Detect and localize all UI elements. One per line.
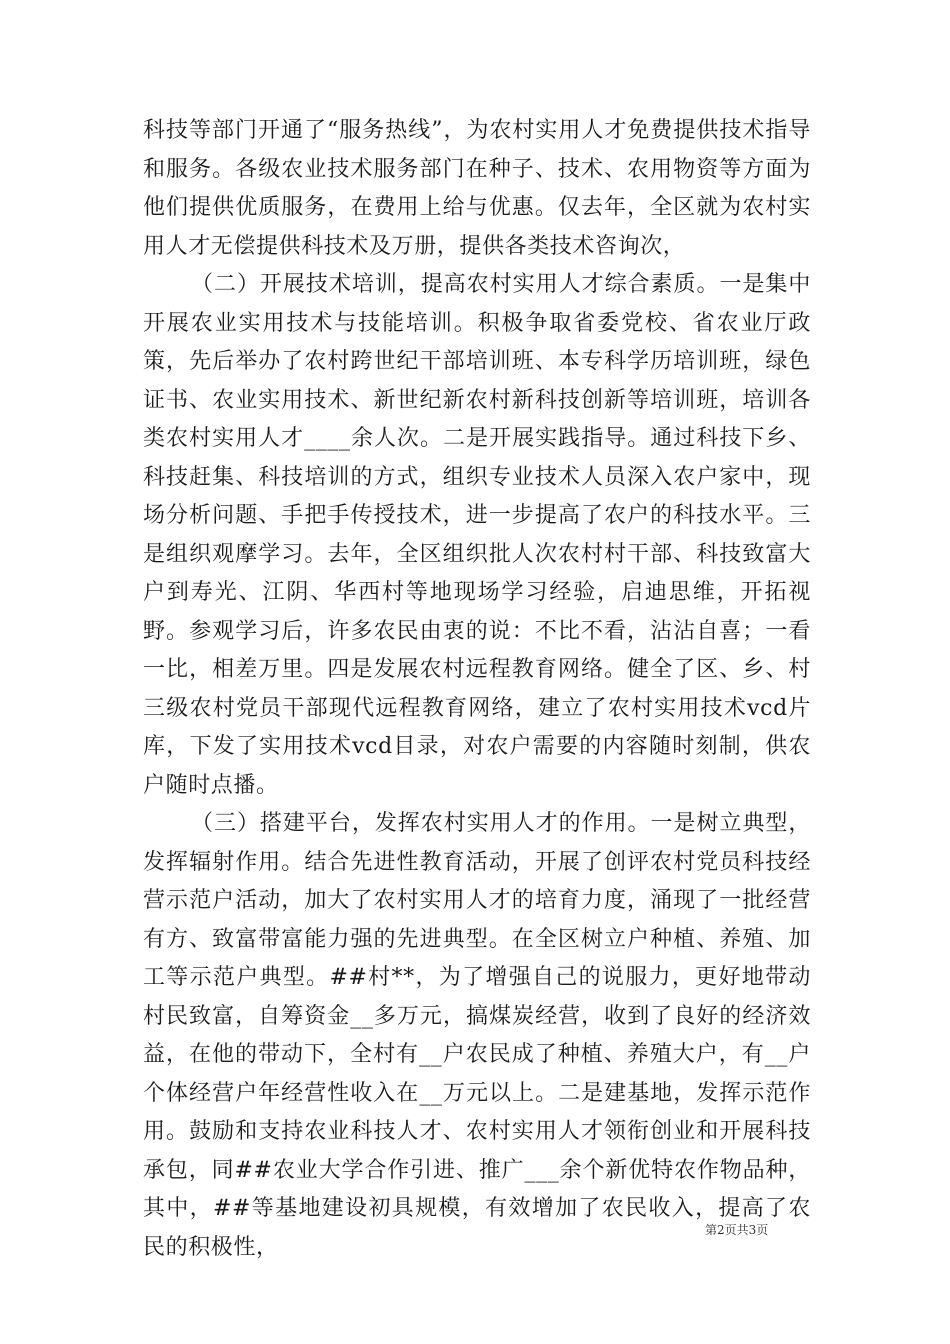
paragraph-section-2: （二）开展技术培训，提高农村实用人才综合素质。一是集中开展农业实用技术与技能培训。积极争取省委党校、省农业厅政策，先后举办了农村跨世纪干部培训班、本专科学历培训班，绿色证书、农业实用技术、新世纪新农村新科技创新等培训班，培训各类农村实用人才____余人次。二是开展实践指导。通过科技下乡、科技赶集、科技培训的方式，组织专业技术人员深入农户家中，现场分析问题、手把手传授技术，进一步提高了农户的科技水平。三是组织观摩学习。去年，全区组织批人次农村村干部、科技致富大户到寿光、江阴、华西村等地现场学习经验，启迪思维，开拓视野。参观学习后，许多农民由衷的说：不比不看，沾沾自喜；一看一比，相差万里。四是发展农村远程教育网络。健全了区、乡、村三级农村党员干部现代远程教育网络，建立了农村实用技术vcd片库，下发了实用技术vcd目录，对农户需要的内容随时刻制，供农户随时点播。	[143, 272, 811, 798]
body-text	[143, 112, 811, 1267]
paragraph-continued: 科技等部门开通了“服务热线”，为农村实用人才免费提供技术指导和服务。各级农业技术服务部门在种子、技术、农用物资等方面为他们提供优质服务，在费用上给与优惠。仅去年，全区就为农村实用人才无偿提供科技术及万册，提供各类技术咨询次，	[143, 118, 811, 259]
paragraph-section-3: （三）搭建平台，发挥农村实用人才的作用。一是树立典型，发挥辐射作用。结合先进性教育活动，开展了创评农村党员科技经营示范户活动，加大了农村实用人才的培育力度，涌现了一批经营有方、致富带富能力强的先进典型。在全区树立户种植、养殖、加工等示范户典型。##村**，为了增强自己的说服力，更好地带动村民致富，自筹资金__多万元，搞煤炭经营，收到了良好的经济效益，在他的带动下，全村有__户农民成了种植、养殖大户，有__户个体经营户年经营性收入在__万元以上。二是建基地，发挥示范作用。鼓励和支持农业科技人才、农村实用人才领衔创业和开展科技承包，同##农业大学合作引进、推广___余个新优特农作物品种，其中，##等基地建设初具规模，有效增加了农民收入，提高了农民的积极性，	[143, 811, 811, 1260]
page-number-footer: 第2页共3页	[705, 1223, 769, 1237]
